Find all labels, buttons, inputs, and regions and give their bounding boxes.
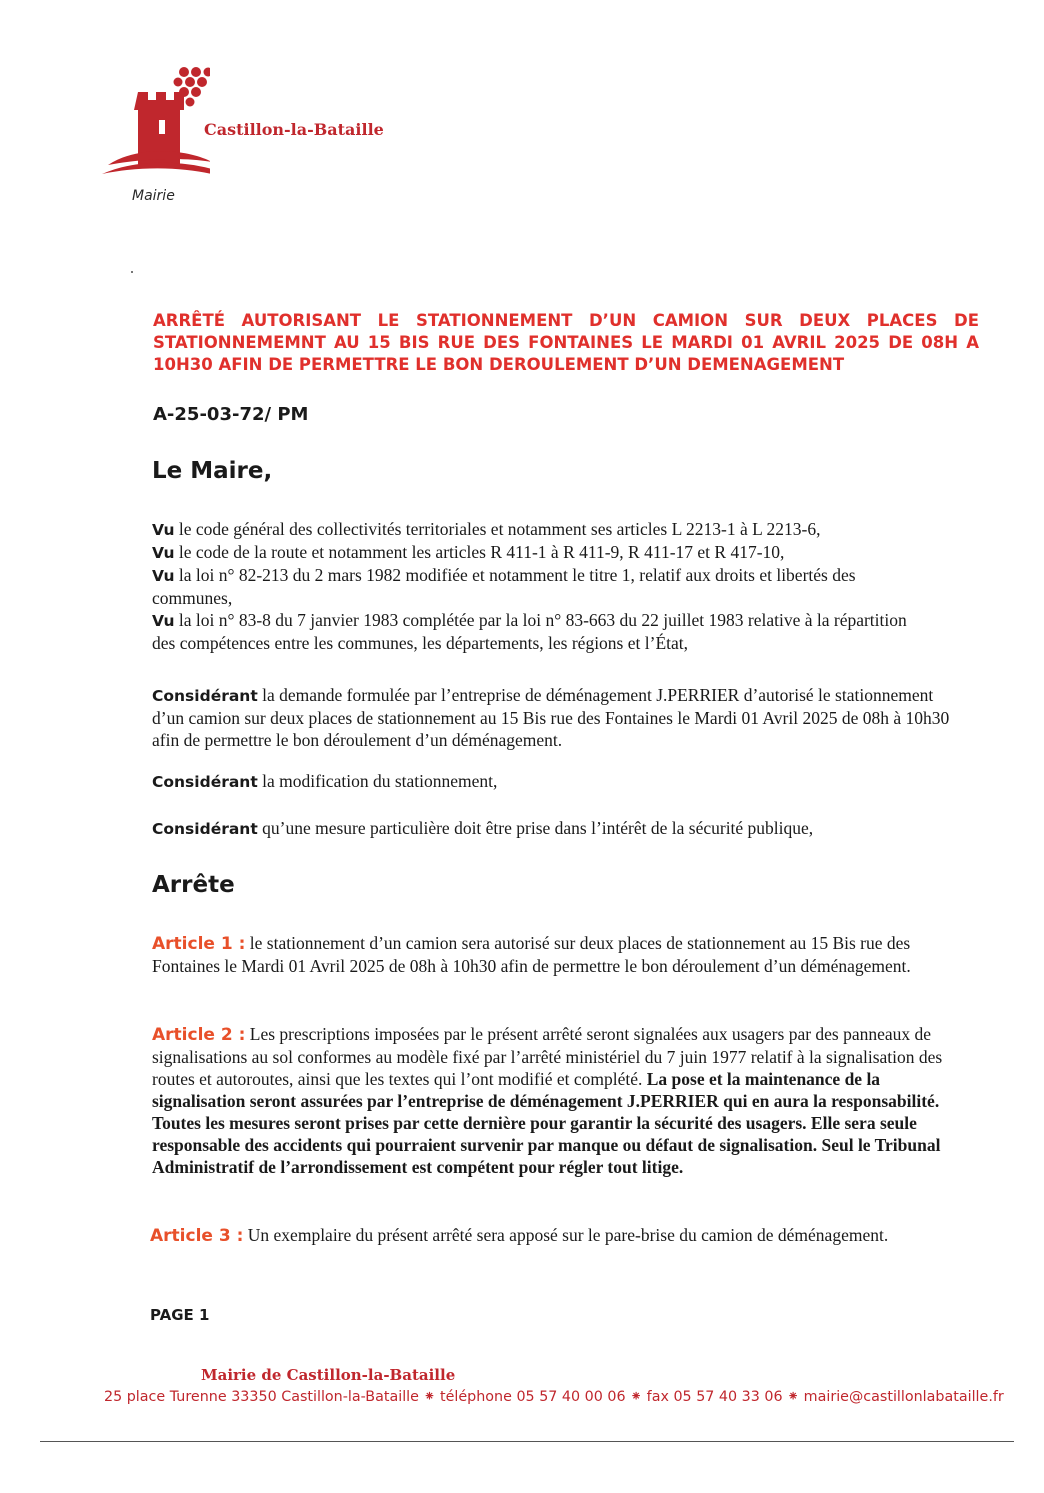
considerant-2: Considérant la modification du stationnement, xyxy=(152,771,498,791)
footer-address: 25 place Turenne 33350 Castillon-la-Bataille ⁕ téléphone 05 57 40 00 06 ⁕ fax 05 57 40 33 06 ⁕ mairie@castillonlabataille.fr xyxy=(104,1389,1004,1405)
article-label: Article 1 : xyxy=(152,934,246,954)
arrete-heading: Arrête xyxy=(152,872,235,898)
footer-town-hall: Mairie de Castillon-la-Bataille xyxy=(201,1366,456,1384)
document-title xyxy=(153,310,979,376)
title-line-1: ARRÊTÉ AUTORISANT LE STATIONNEMENT D’UN CAMION SUR DEUX PLACES DE xyxy=(153,311,979,330)
vu-item: Vu le code général des collectivités territoriales et notamment ses articles L 2213-1 à L 2213-6, xyxy=(152,519,821,539)
article-2: Article 2 : Les prescriptions imposées par le présent arrêté seront signalées aux usagers par des panneaux de signalisations au sol conformes au modèle fixé par l’arrêté ministériel du 7 juin 1977 relatif à la signalisation des routes et autoroutes, ainsi que les textes qui l’ont modifié et complété. La pose et la maintenance de la signalisation seront assurées par l’entreprise de déménagement J.PERRIER qui en aura la responsabilité. Toutes les mesures seront prises par cette dernière pour garantir la sécurité des usagers. Elle sera seule responsable des accidents qui pourraient survenir par manque ou défaut de signalisation. Seul le Tribunal Administratif de l’arrondissement est compétent pour régler tout litige. xyxy=(152,1024,943,1177)
page-number: PAGE 1 xyxy=(150,1306,210,1324)
vu-section xyxy=(152,518,927,654)
town-logo xyxy=(100,62,430,217)
title-line-2: STATIONNEMEMNT AU 15 BIS RUE DES FONTAINES LE MARDI 01 AVRIL 2025 DE 08H A xyxy=(153,333,979,352)
article-3: Article 3 : Un exemplaire du présent arrêté sera apposé sur le pare-brise du camion de déménagement. xyxy=(150,1225,889,1246)
brand-subtitle: Mairie xyxy=(132,188,175,204)
article-1: Article 1 : le stationnement d’un camion sera autorisé sur deux places de stationnement au 15 Bis rue des Fontaines le Mardi 01 Avril 2025 de 08h à 10h30 afin de permettre le bon déroulement d’un déménagement. xyxy=(152,933,911,976)
vu-item: Vu le code de la route et notamment les articles R 411-1 à R 411-9, R 411-17 et R 417-10, xyxy=(152,542,785,562)
brand-name: Castillon-la-Bataille xyxy=(204,120,384,139)
considerant-1: Considérant la demande formulée par l’entreprise de déménagement J.PERRIER d’autorisé le stationnement d’un camion sur deux places de stationnement au 15 Bis rue des Fontaines le Mardi 01 Avril 2025 de 08h à 10h30 afin de permettre le bon déroulement d’un déménagement. xyxy=(152,685,950,750)
title-line-3: 10H30 AFIN DE PERMETTRE LE BON DEROULEMENT D’UN DEMENAGEMENT xyxy=(153,355,845,374)
decree-reference: A-25-03-72/ PM xyxy=(153,404,309,425)
vu-item: Vu la loi n° 83-8 du 7 janvier 1983 complétée par la loi n° 83-663 du 22 juillet 1983 relative à la répartition des compétences entre les communes, les départements, les régions et l’État, xyxy=(152,610,907,653)
scan-speck xyxy=(131,271,133,273)
castle-tower-icon xyxy=(100,62,210,187)
mayor-heading: Le Maire, xyxy=(152,458,273,484)
footer-divider xyxy=(40,1441,1014,1442)
vu-item: Vu la loi n° 82-213 du 2 mars 1982 modifiée et notamment le titre 1, relatif aux droits et libertés des communes, xyxy=(152,565,856,608)
article-label: Article 3 : xyxy=(150,1226,244,1246)
article-label: Article 2 : xyxy=(152,1025,246,1045)
considerant-3: Considérant qu’une mesure particulière doit être prise dans l’intérêt de la sécurité publique, xyxy=(152,818,814,838)
